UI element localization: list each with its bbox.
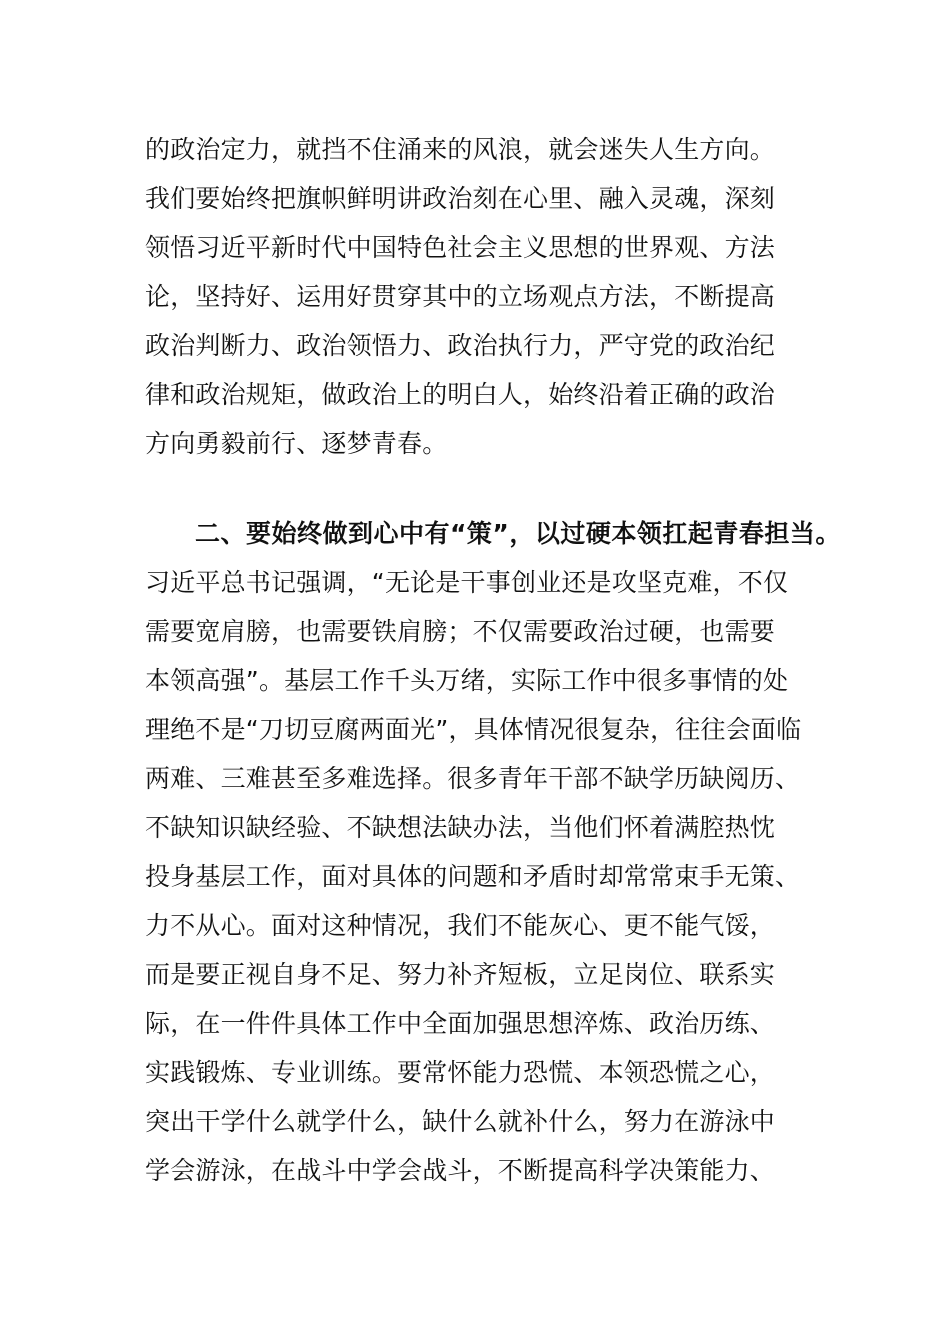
paragraph1-line-4: 论，坚持好、运用好贯穿其中的立场观点方法，不断提高 [145, 282, 776, 311]
paragraph1-line-6: 律和政治规矩，做政治上的明白人，始终沿着正确的政治 [145, 380, 776, 409]
section2-line-7: 投身基层工作，面对具体的问题和矛盾时却常常束手无策、 [145, 862, 801, 891]
section2-line-13: 学会游泳，在战斗中学会战斗，不断提高科学决策能力、 [145, 1156, 776, 1185]
section2-line-3: 本领高强”。基层工作千头万绪，实际工作中很多事情的处 [145, 666, 789, 695]
paragraph1-line-2: 我们要始终把旗帜鲜明讲政治刻在心里、融入灵魂，深刻 [145, 184, 776, 213]
section2-heading: 二、要始终做到心中有“策”，以过硬本领扛起青春担当。 [195, 519, 841, 548]
section2-line-9: 而是要正视自身不足、努力补齐短板，立足岗位、联系实 [145, 960, 776, 989]
paragraph1-line-5: 政治判断力、政治领悟力、政治执行力，严守党的政治纪 [145, 331, 776, 360]
section2-line-11: 实践锻炼、专业训练。要常怀能力恐慌、本领恐慌之心， [145, 1058, 776, 1087]
section2-line-8: 力不从心。面对这种情况，我们不能灰心、更不能气馁， [145, 911, 776, 940]
section2-line-2: 需要宽肩膀，也需要铁肩膀；不仅需要政治过硬，也需要 [145, 617, 776, 646]
section2-line-1: 习近平总书记强调，“无论是干事创业还是攻坚克难，不仅 [145, 568, 789, 597]
section2-line-4: 理绝不是“刀切豆腐两面光”，具体情况很复杂，往往会面临 [145, 715, 802, 744]
paragraph1-line-3: 领悟习近平新时代中国特色社会主义思想的世界观、方法 [145, 233, 776, 262]
paragraph1-line-1: 的政治定力，就挡不住涌来的风浪，就会迷失人生方向。 [145, 135, 776, 164]
section2-line-12: 突出干学什么就学什么，缺什么就补什么，努力在游泳中 [145, 1107, 776, 1136]
section2-line-5: 两难、三难甚至多难选择。很多青年干部不缺学历缺阅历、 [145, 764, 801, 793]
section2-line-6: 不缺知识缺经验、不缺想法缺办法，当他们怀着满腔热忱 [145, 813, 776, 842]
section2-line-10: 际，在一件件具体工作中全面加强思想淬炼、政治历练、 [145, 1009, 776, 1038]
paragraph1-line-7: 方向勇毅前行、逐梦青春。 [145, 429, 448, 458]
